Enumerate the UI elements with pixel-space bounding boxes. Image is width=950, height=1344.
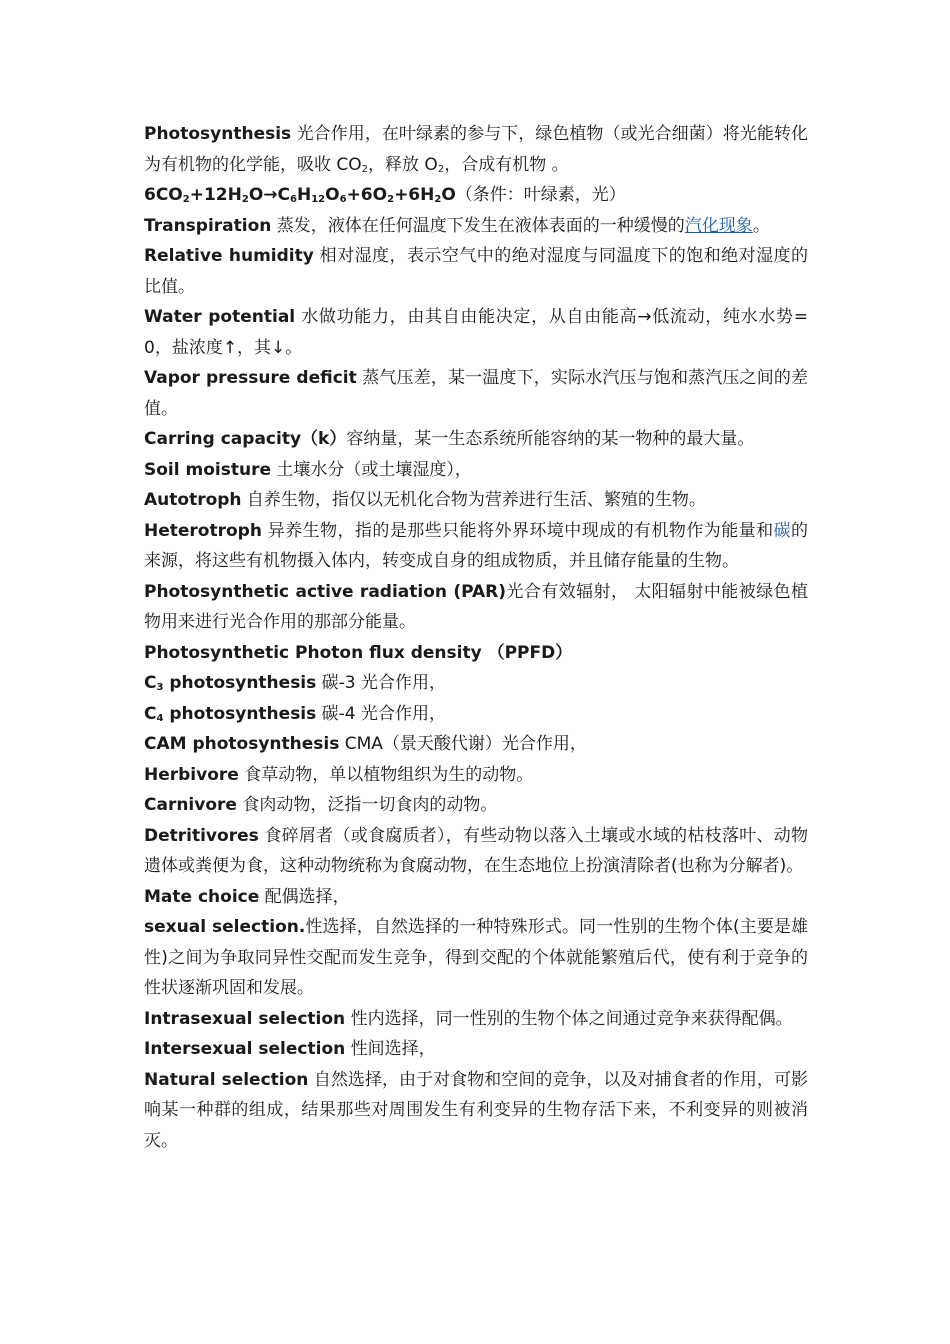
entry-transpiration bbox=[144, 211, 808, 242]
term: CAM photosynthesis bbox=[144, 734, 340, 754]
document-body bbox=[144, 119, 808, 1156]
entry-intersexual-selection bbox=[144, 1034, 808, 1065]
subscript: 2 bbox=[434, 194, 442, 205]
subscript: 2 bbox=[182, 194, 190, 205]
entry-par bbox=[144, 577, 808, 638]
photosynthesis-formula bbox=[144, 180, 808, 211]
entry-ppfd bbox=[144, 638, 808, 669]
term: sexual selection. bbox=[144, 917, 306, 937]
formula-part: +6H bbox=[394, 185, 435, 205]
definition: 碳-4 光合作用， bbox=[316, 703, 447, 724]
formula-part: +6O bbox=[346, 185, 388, 205]
entry-carnivore bbox=[144, 790, 808, 821]
term: Photosynthetic Photon flux density （PPFD） bbox=[144, 642, 573, 663]
definition: 配偶选择， bbox=[259, 886, 350, 907]
formula-condition: （条件：叶绿素，光） bbox=[455, 185, 626, 205]
link-carbon[interactable]: 碳 bbox=[773, 520, 792, 541]
definition-part: ，合成有机物 。 bbox=[444, 154, 569, 175]
definition: 性内选择，同一性别的生物个体之间通过竞争来获得配偶。 bbox=[345, 1008, 793, 1029]
entry-photosynthesis bbox=[144, 119, 808, 180]
entry-vapor-pressure-deficit bbox=[144, 363, 808, 424]
entry-soil-moisture bbox=[144, 455, 808, 486]
definition: 自然选择，由于对食物和空间的竞争，以及对捕食者的作用，可影响某一种群的组成，结果那些对周围发生有利变异的生物存活下来，不利变异的则被消灭。 bbox=[144, 1069, 808, 1151]
term: Heterotroph bbox=[144, 520, 262, 541]
entry-detritivores bbox=[144, 821, 808, 882]
subscript: 2 bbox=[241, 194, 249, 205]
entry-water-potential bbox=[144, 302, 808, 363]
subscript: 2 bbox=[387, 194, 395, 205]
term-prefix: C bbox=[144, 673, 157, 693]
entry-carrying-capacity bbox=[144, 424, 808, 455]
term-prefix: C bbox=[144, 703, 157, 724]
entry-heterotroph bbox=[144, 516, 808, 577]
definition: 食碎屑者（或食腐质者），有些动物以落入土壤或水域的枯枝落叶、动物遗体或粪便为食，这种动物统称为食腐动物，在生态地位上扮演清除者(也称为分解者)。 bbox=[144, 825, 808, 876]
entry-natural-selection bbox=[144, 1065, 808, 1157]
term: Intersexual selection bbox=[144, 1039, 346, 1059]
term: Intrasexual selection bbox=[144, 1008, 346, 1029]
subscript: 3 bbox=[156, 682, 164, 693]
definition: 碳-3 光合作用， bbox=[316, 673, 447, 693]
definition-part: 的来源，将这些有机物摄入体内，转变成自身的组成物质，并且储存能量的生物。 bbox=[144, 520, 809, 571]
entry-autotroph bbox=[144, 485, 808, 516]
term: Water potential bbox=[144, 307, 296, 327]
formula-part: 6CO bbox=[144, 185, 183, 205]
definition: 水做功能力，由其自由能决定，从自由能高→低流动，纯水水势=0，盐浓度↑，其↓。 bbox=[144, 307, 808, 358]
term: photosynthesis bbox=[163, 673, 317, 693]
subscript: 6 bbox=[339, 194, 347, 205]
term: Detritivores bbox=[144, 825, 259, 846]
definition: 蒸发，液体在任何温度下发生在液体表面的一种缓慢的 bbox=[271, 215, 685, 236]
subscript: 2 bbox=[437, 163, 445, 175]
entry-relative-humidity bbox=[144, 241, 808, 302]
definition: 异养生物，指的是那些只能将外界环境中现成的有机物作为能量和 bbox=[261, 520, 774, 541]
definition: 容纳量，某一生态系统所能容纳的某一物种的最大量。 bbox=[346, 429, 755, 449]
entry-c3 bbox=[144, 668, 808, 699]
term: Carnivore bbox=[144, 795, 237, 815]
term: Herbivore bbox=[144, 764, 239, 785]
link-vaporization[interactable]: 汽化现象 bbox=[684, 215, 753, 236]
formula-part: H bbox=[296, 185, 312, 205]
term: Photosynthetic active radiation (PAR) bbox=[144, 581, 507, 602]
entry-cam bbox=[144, 729, 808, 760]
definition: 性选择，自然选择的一种特殊形式。同一性别的生物个体(主要是雄性)之间为争取同异性交配而发生竞争，得到交配的个体就能繁殖后代，使有利于竞争的性状逐渐巩固和发展。 bbox=[144, 917, 808, 998]
term: Relative humidity bbox=[144, 246, 314, 266]
formula-part: +12H bbox=[189, 185, 242, 205]
subscript: 2 bbox=[361, 163, 369, 175]
formula-part: O→C bbox=[248, 185, 291, 205]
definition: 自养生物，指仅以无机化合物为营养进行生活、繁殖的生物。 bbox=[241, 490, 706, 510]
definition: 性间选择， bbox=[345, 1039, 436, 1059]
term: Natural selection bbox=[144, 1069, 309, 1090]
term: Soil moisture bbox=[144, 459, 271, 480]
definition: 光合作用，在叶绿素的参与下，绿色植物（或光合细菌）将光能转化为有机物的化学能，吸收 CO bbox=[144, 124, 808, 175]
term: Vapor pressure deficit bbox=[144, 368, 357, 388]
definition: 食肉动物，泛指一切食肉的动物。 bbox=[236, 795, 498, 815]
subscript: 4 bbox=[156, 712, 164, 724]
definition: 土壤水分（或土壤湿度）， bbox=[270, 459, 472, 480]
term: photosynthesis bbox=[163, 703, 317, 724]
entry-c4 bbox=[144, 699, 808, 730]
term: Mate choice bbox=[144, 886, 260, 907]
definition: 光合有效辐射， 太阳辐射中能被绿色植物用来进行光合作用的那部分能量。 bbox=[144, 581, 808, 632]
definition-part: 。 bbox=[752, 215, 770, 236]
entry-mate-choice bbox=[144, 882, 808, 913]
entry-sexual-selection bbox=[144, 912, 808, 1004]
entry-herbivore bbox=[144, 760, 808, 791]
term: Transpiration bbox=[144, 215, 272, 236]
definition: CMA（景天酸代谢）光合作用， bbox=[339, 734, 587, 754]
definition: 食草动物，单以植物组织为生的动物。 bbox=[238, 764, 534, 785]
formula-part: O bbox=[325, 185, 340, 205]
definition-part: ，释放 O bbox=[368, 154, 438, 175]
term: Photosynthesis bbox=[144, 124, 292, 144]
term: Autotroph bbox=[144, 490, 242, 510]
entry-intrasexual-selection bbox=[144, 1004, 808, 1035]
formula-part: O bbox=[441, 185, 456, 205]
subscript: 12 bbox=[311, 194, 326, 205]
subscript: 6 bbox=[290, 194, 297, 205]
definition: 蒸气压差，某一温度下，实际水汽压与饱和蒸汽压之间的差值。 bbox=[144, 368, 808, 419]
definition: 相对湿度，表示空气中的绝对湿度与同温度下的饱和绝对湿度的比值。 bbox=[144, 246, 808, 297]
term: Carring capacity（k） bbox=[144, 429, 347, 449]
